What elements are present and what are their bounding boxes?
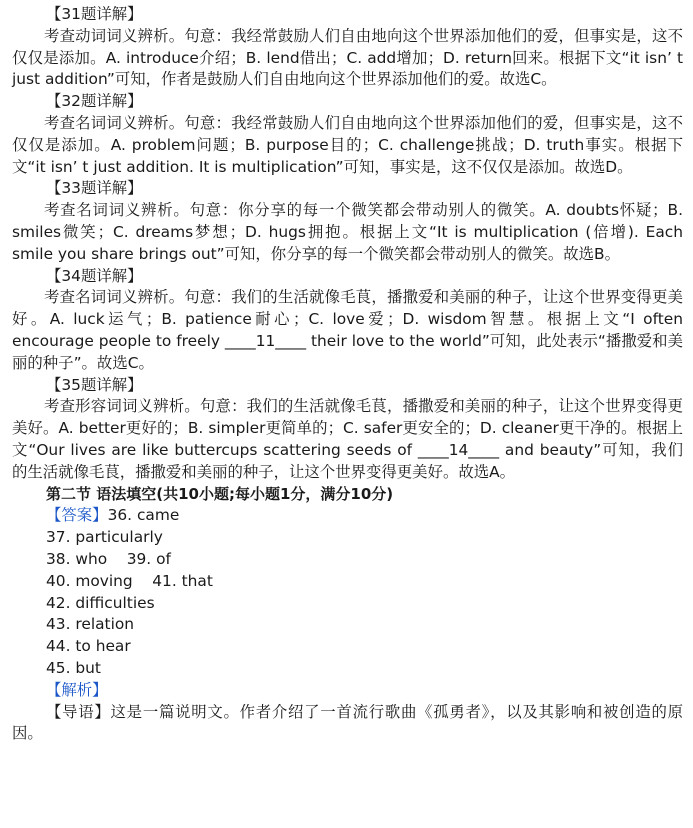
guide-paragraph: [12, 702, 683, 746]
analysis-tag: 【解析】: [46, 680, 108, 699]
answer-item: 43. relation: [46, 615, 135, 634]
q32-explanation: 考查名词词义辨析。句意：我经常鼓励人们自由地向这个世界添加他们的爱，但事实是，这不仅仅是添加。A. problem问题；B. purpose目的；C. challenge挑战；D. truth事实。根据下文“it isn’ t just addition. It is multiplication”可知，事实是，这不仅仅是添加。故选D。: [12, 113, 683, 176]
answer-item: 36. came: [107, 506, 180, 525]
section-title: 第二节 语法填空(共10小题;每小题1分，满分10分): [46, 484, 394, 503]
q32-heading: 【32题详解】: [46, 92, 143, 111]
q34-explanation: 考查名词词义辨析。句意：我们的生活就像毛茛，播撒爱和美丽的种子，让这个世界变得更美好。A. luck运气；B. patience耐心；C. love爱；D. wisdom智慧。根据上文“I often encourage people to freely ____11____ their love to the world”可知，此处表示“播撒爱和美丽的种子”。故选C。: [12, 288, 683, 372]
q35-explanation: 考查形容词词义辨析。句意：我们的生活就像毛茛，播撒爱和美丽的种子，让这个世界变得更美好。A. better更好的；B. simpler更简单的；C. safer更安全的；D. cleaner更干净的。根据上文“Our lives are like buttercups scattering seeds of ____14____ and beauty”可知，我们的生活就像毛茛，播撒爱和美丽的种子，让这个世界变得更美好。故选A。: [12, 397, 683, 481]
answer-item: 37. particularly: [46, 528, 163, 547]
q33-heading: 【33题详解】: [46, 179, 143, 198]
answer-item: 45. but: [46, 658, 101, 677]
guide-tag: 【导语】: [46, 702, 111, 721]
analysis-line: [12, 680, 683, 702]
answer-item: 40. moving 41. that: [46, 571, 213, 590]
q33-explanation: 考查名词词义辨析。句意：你分享的每一个微笑都会带动别人的微笑。A. doubts怀疑；B. smiles微笑；C. dreams梦想；D. hugs拥抱。根据上文“It is multiplication (倍增). Each smile you share brings out”可知，你分享的每一个微笑都会带动别人的微笑。故选B。: [12, 201, 683, 263]
answer-item: 44. to hear: [46, 637, 131, 656]
q31-explanation: 考查动词词义辨析。句意：我经常鼓励人们自由地向这个世界添加他们的爱，但事实是，这不仅仅是添加。A. introduce介绍；B. lend借出；C. add增加；D. return回来。根据下文“it isn’ t just addition”可知，作者是鼓励人们自由地向这个世界添加他们的爱。故选C。: [12, 26, 683, 89]
guide-text: 这是一篇说明文。作者介绍了一首流行歌曲《孤勇者》，以及其影响和被创造的原因。: [12, 702, 683, 743]
answer-line: [12, 505, 683, 527]
q31-heading: 【31题详解】: [46, 5, 143, 23]
answer-tag: 【答案】: [46, 506, 108, 525]
q34-heading: 【34题详解】: [46, 266, 143, 285]
q35-heading: 【35题详解】: [46, 375, 143, 394]
answer-item: 42. difficulties: [46, 593, 155, 612]
answer-item: 38. who 39. of: [46, 549, 171, 568]
